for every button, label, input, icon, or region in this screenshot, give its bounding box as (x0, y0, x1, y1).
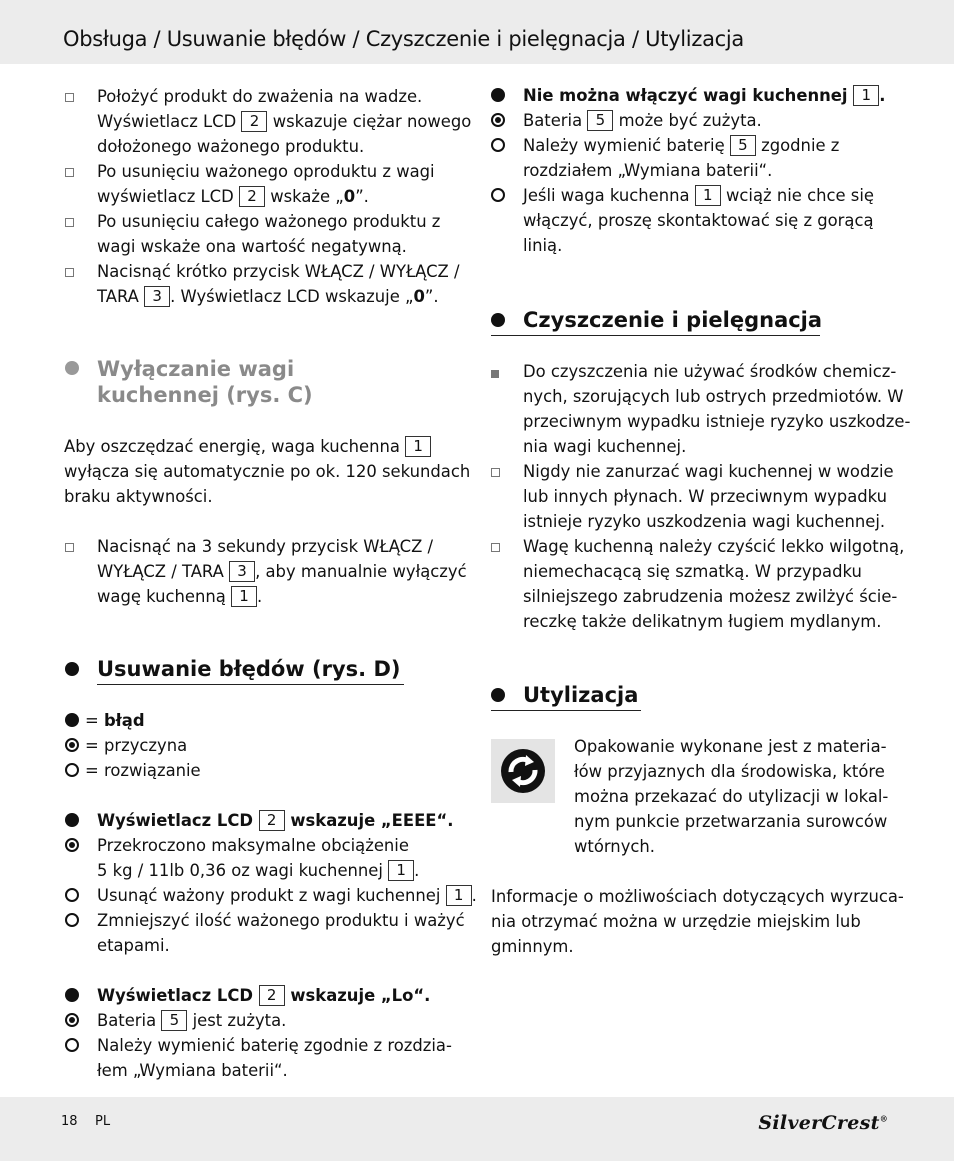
list-item-text: niemechacącą się szmatką. W przypadku (523, 562, 862, 581)
list-item-text: Do czyszczenia nie używać środków chemicz- (523, 362, 897, 381)
error-symbol-icon (65, 713, 79, 727)
heading-underline (491, 335, 820, 336)
page-title: Obsługa / Usuwanie błędów / Czyszczenie i pielęgnacja / Utylizacja (63, 27, 744, 51)
square-bullet-icon (65, 93, 74, 102)
error-title: Nie można włączyć wagi kuchennej 1 . (523, 86, 886, 105)
solution-text: etapami. (97, 936, 170, 955)
ref-number-box: 1 (231, 586, 257, 607)
cause-symbol-icon (65, 1013, 79, 1027)
square-bullet-icon (491, 543, 500, 552)
disposal-text: Opakowanie wykonane jest z materia- (574, 737, 887, 756)
ref-number-box: 2 (259, 985, 285, 1006)
solution-symbol-icon (65, 763, 79, 777)
section-heading-off: Wyłączanie wagi (97, 357, 295, 381)
solution-symbol-icon (65, 913, 79, 927)
ref-number-box: 3 (144, 286, 170, 307)
disposal-text: łów przyjaznych dla środowiska, które (574, 762, 885, 781)
solution-symbol-icon (65, 888, 79, 902)
ref-number-box: 2 (239, 186, 265, 207)
section-heading-off: kuchennej (rys. C) (97, 383, 313, 407)
cause-text: Bateria 5 jest zużyta. (97, 1011, 287, 1030)
solution-text: łem „Wymiana baterii“. (97, 1061, 288, 1080)
solution-text: linią. (523, 236, 563, 255)
solution-text: Usunąć ważony produkt z wagi kuchennej 1 . (97, 886, 477, 905)
list-item-text: Nacisnąć na 3 sekundy przycisk WŁĄCZ / (97, 537, 434, 556)
square-bullet-icon (65, 218, 74, 227)
section-heading-cleaning: Czyszczenie i pielęgnacja (523, 308, 823, 332)
cause-symbol-icon (65, 738, 79, 752)
ref-number-box: 1 (446, 885, 472, 906)
disposal-text: można przekazać do utylizacji w lokal- (574, 787, 889, 806)
ref-number-box: 5 (587, 110, 613, 131)
paragraph-text: braku aktywności. (64, 487, 213, 506)
list-item-text: Nigdy nie zanurzać wagi kuchennej w wodzie (523, 462, 894, 481)
list-item-text: TARA 3 . Wyświetlacz LCD wskazuje „0”. (97, 287, 439, 306)
solution-symbol-icon (65, 1038, 79, 1052)
legend-error: = błąd (85, 711, 145, 730)
error-title: Wyświetlacz LCD 2 wskazuje „EEEE“. (97, 811, 454, 830)
cause-symbol-icon (491, 113, 505, 127)
legend-cause: = przyczyna (85, 736, 188, 755)
heading-underline (97, 684, 404, 685)
ref-number-box: 1 (853, 85, 879, 106)
section-heading-disposal: Utylizacja (523, 683, 639, 707)
square-bullet-icon (65, 268, 74, 277)
list-item-text: Położyć produkt do zważenia na wadze. (97, 87, 423, 106)
ref-number-box: 1 (388, 860, 414, 881)
ref-number-box: 2 (241, 111, 267, 132)
page-number: 18 (61, 1114, 78, 1129)
ref-number-box: 5 (730, 135, 756, 156)
square-bullet-icon (65, 168, 74, 177)
disposal-text: nym punkcie przetwarzania surowców (574, 812, 888, 831)
list-item-text: dołożonego ważonego produktu. (97, 137, 365, 156)
square-bullet-icon (491, 468, 500, 477)
cause-text: Przekroczono maksymalne obciążenie (97, 836, 409, 855)
section-bullet-icon (491, 688, 505, 702)
error-symbol-icon (65, 988, 79, 1002)
section-bullet-icon (65, 361, 79, 375)
cause-text: 5 kg / 11lb 0,36 oz wagi kuchennej 1 . (97, 861, 420, 880)
error-title: Wyświetlacz LCD 2 wskazuje „Lo“. (97, 986, 431, 1005)
list-item-text: Wagę kuchenną należy czyścić lekko wilgotną, (523, 537, 905, 556)
green-dot-recycling-icon (491, 739, 555, 803)
language-code: PL (95, 1114, 111, 1129)
list-item-text: Wyświetlacz LCD 2 wskazuje ciężar nowego (97, 112, 472, 131)
paragraph-text: Aby oszczędzać energię, waga kuchenna 1 (64, 434, 431, 459)
list-item-text: przeciwnym wypadku istnieje ryzyko uszkodze- (523, 412, 911, 431)
ref-number-box: 1 (695, 185, 721, 206)
square-bullet-icon (65, 543, 74, 552)
section-heading-errors: Usuwanie błędów (rys. D) (97, 657, 401, 681)
solution-text: Należy wymienić baterię 5 zgodnie z (523, 136, 840, 155)
list-item-text: istnieje ryzyko uszkodzenia wagi kuchennej. (523, 512, 886, 531)
list-item-text: wagi wskaże ona wartość negatywną. (97, 237, 407, 256)
list-item-text: nia wagi kuchennej. (523, 437, 687, 456)
solution-text: Jeśli waga kuchenna 1 wciąż nie chce się (523, 186, 874, 205)
solution-text: włączyć, proszę skontaktować się z gorącą (523, 211, 874, 230)
disposal-info-text: gminnym. (491, 937, 574, 956)
paragraph-text: wyłącza się automatycznie po ok. 120 sekundach (64, 462, 471, 481)
ref-number-box: 3 (229, 561, 255, 582)
cause-symbol-icon (65, 838, 79, 852)
disposal-text: wtórnych. (574, 837, 656, 856)
brand-logo: SilverCrest® (758, 1112, 888, 1134)
ref-number-box: 1 (405, 436, 431, 457)
section-bullet-icon (491, 313, 505, 327)
disposal-info-text: Informacje o możliwościach dotyczących wyrzuca- (491, 887, 904, 906)
cause-text: Bateria 5 może być zużyta. (523, 111, 762, 130)
solution-text: Należy wymienić baterię zgodnie z rozdzia- (97, 1036, 452, 1055)
error-symbol-icon (491, 88, 505, 102)
ref-number-box: 5 (161, 1010, 187, 1031)
ref-number-box: 2 (259, 810, 285, 831)
list-item-text: Nacisnąć krótko przycisk WŁĄCZ / WYŁĄCZ / (97, 262, 460, 281)
error-symbol-icon (65, 813, 79, 827)
list-item-text: Po usunięciu całego ważonego produktu z (97, 212, 441, 231)
square-bullet-icon (491, 370, 499, 378)
solution-text: Zmniejszyć ilość ważonego produktu i ważyć (97, 911, 465, 930)
list-item-text: lub innych płynach. W przeciwnym wypadku (523, 487, 888, 506)
list-item-text: reczkę także delikatnym ługiem mydlanym. (523, 612, 882, 631)
solution-symbol-icon (491, 188, 505, 202)
list-item-text: silniejszego zabrudzenia możesz zwilżyć ście- (523, 587, 898, 606)
list-item-text: nych, szorujących lub ostrych przedmiotów. W (523, 387, 904, 406)
section-bullet-icon (65, 662, 79, 676)
list-item-text: WYŁĄCZ / TARA 3 , aby manualnie wyłączyć (97, 562, 467, 581)
list-item-text: wyświetlacz LCD 2 wskaże „0”. (97, 187, 369, 206)
heading-underline (491, 710, 641, 711)
legend-solution: = rozwiązanie (85, 761, 201, 780)
list-item-text: wagę kuchenną 1 . (97, 587, 263, 606)
solution-text: rozdziałem „Wymiana baterii“. (523, 161, 773, 180)
disposal-info-text: nia otrzymać można w urzędzie miejskim lub (491, 912, 861, 931)
solution-symbol-icon (491, 138, 505, 152)
list-item-text: Po usunięciu ważonego oproduktu z wagi (97, 162, 435, 181)
